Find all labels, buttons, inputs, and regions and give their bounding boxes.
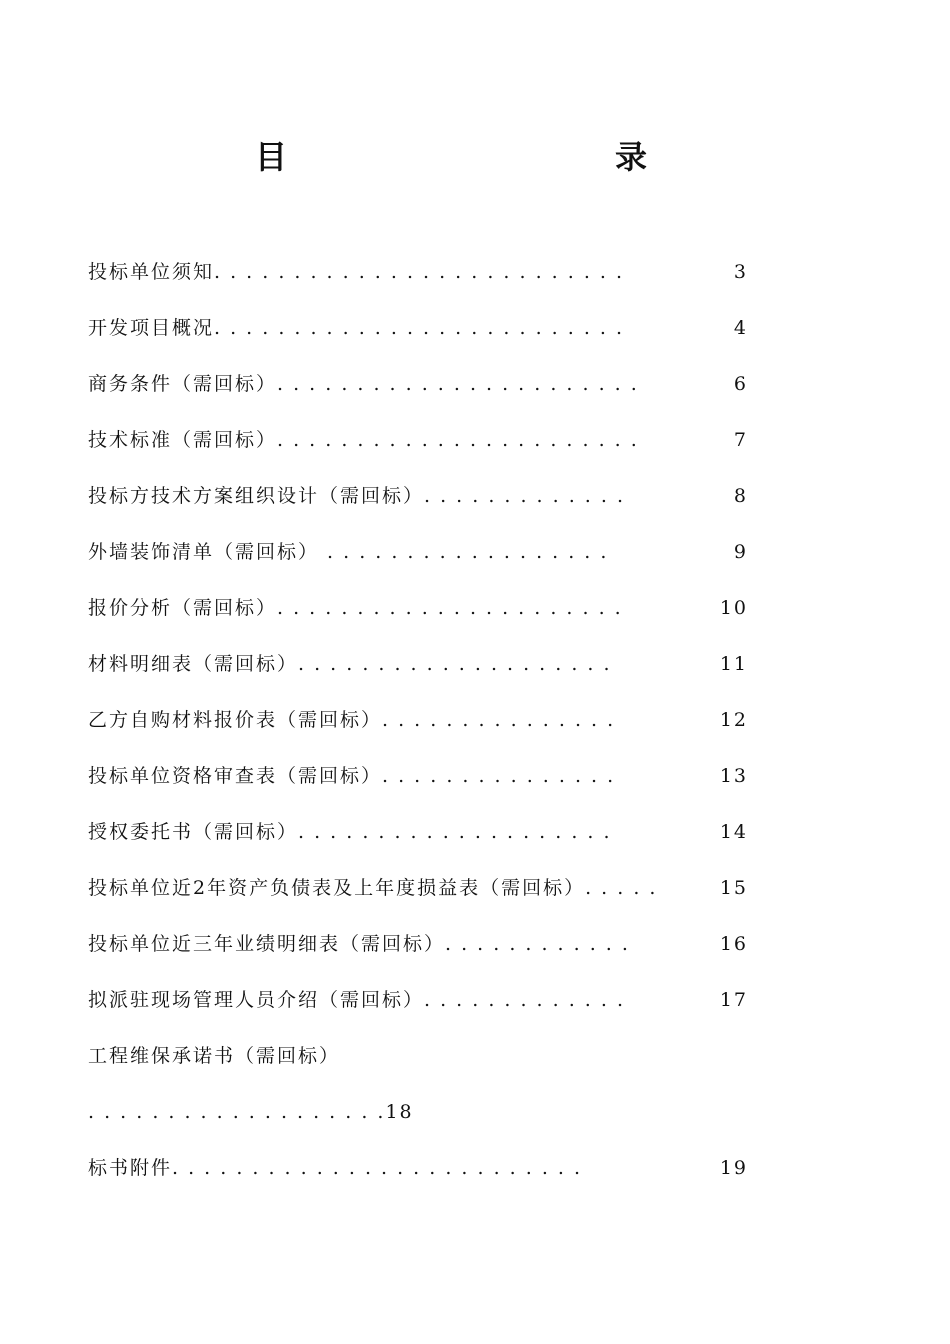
toc-entry[interactable] [88,590,748,646]
toc-entry-wrapped[interactable] [88,1038,748,1094]
toc-entry-text: 标书附件. . . . . . . . . . . . . . . . . . . . . . . . . . [88,1157,583,1179]
toc-entry-page: 3 [733,261,748,283]
toc-entry[interactable] [88,254,748,310]
toc-entry-text: 开发项目概况. . . . . . . . . . . . . . . . . . . . . . . . . . [88,317,625,339]
toc-entry-text: 材料明细表（需回标）. . . . . . . . . . . . . . . . . . . . [88,653,612,675]
toc-entry[interactable] [88,926,748,982]
toc-entry-page: 14 [719,821,748,843]
toc-entry-page: 11 [719,653,748,675]
toc-entry-page: 8 [733,485,748,507]
toc-entry-text: 拟派驻现场管理人员介绍（需回标）. . . . . . . . . . . . . [88,989,625,1011]
toc-entry-text: 投标方技术方案组织设计（需回标）. . . . . . . . . . . . . [88,485,625,507]
toc-entry-wrapped-continuation[interactable] [88,1094,748,1150]
page-title: 目 录 [254,138,735,176]
toc-entry-text: 投标单位近2年资产负债表及上年度损益表（需回标）. . . . . [88,877,658,899]
toc-entry-text: 工程维保承诺书（需回标） [88,1045,341,1067]
toc-entry-text: 授权委托书（需回标）. . . . . . . . . . . . . . . . . . . . [88,821,612,843]
toc-entry[interactable] [88,982,748,1038]
toc-entry-text: 投标单位资格审查表（需回标）. . . . . . . . . . . . . . . [88,765,616,787]
toc-entry[interactable] [88,478,748,534]
toc-entry[interactable] [88,702,748,758]
toc-entry[interactable] [88,814,748,870]
toc-entry-page: 16 [719,933,748,955]
toc-entry-page: 19 [719,1157,748,1179]
toc-entry-page: 10 [719,597,748,619]
toc-entry[interactable] [88,758,748,814]
toc-entry-page: 15 [719,877,748,899]
toc-entry-text: 报价分析（需回标）. . . . . . . . . . . . . . . . . . . . . . [88,597,623,619]
toc-entry-text: 投标单位近三年业绩明细表（需回标）. . . . . . . . . . . . [88,933,630,955]
toc-entry-text: 技术标准（需回标）. . . . . . . . . . . . . . . . . . . . . . . [88,429,639,451]
toc-entry[interactable] [88,422,748,478]
toc-entry-page: 4 [733,317,748,339]
toc-entry-text: 商务条件（需回标）. . . . . . . . . . . . . . . . . . . . . . . [88,373,639,395]
toc-entry[interactable] [88,310,748,366]
toc-entry-text: 乙方自购材料报价表（需回标）. . . . . . . . . . . . . . . [88,709,616,731]
toc-entry[interactable] [88,646,748,702]
toc-entry-text: 外墙装饰清单（需回标） . . . . . . . . . . . . . . . . . . [88,541,609,563]
toc-entry-page: 9 [733,541,748,563]
toc-entry-text: 投标单位须知. . . . . . . . . . . . . . . . . . . . . . . . . . [88,261,625,283]
toc-entry[interactable] [88,366,748,422]
toc-entry[interactable] [88,534,748,590]
toc-entry[interactable] [88,870,748,926]
toc-entry-page: 12 [719,709,748,731]
toc-entry-leader: . . . . . . . . . . . . . . . . . . . [88,1101,386,1123]
toc-entry-page: 17 [719,989,748,1011]
toc-entry-page: 6 [733,373,748,395]
toc-entry-page: 13 [719,765,748,787]
table-of-contents [88,254,748,1206]
toc-entry-page: 18 [385,1101,414,1123]
toc-entry[interactable] [88,1150,748,1206]
toc-entry-page: 7 [733,429,748,451]
